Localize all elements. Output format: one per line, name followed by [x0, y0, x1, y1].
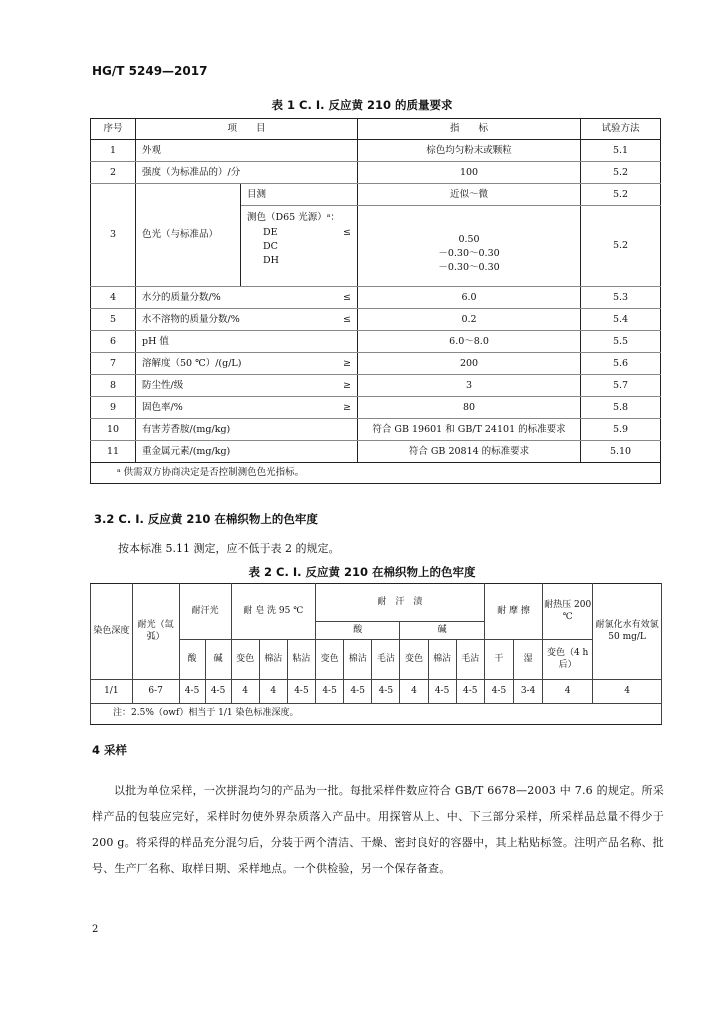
de-symbol: ≤: [343, 226, 352, 238]
header-method: 试验方法: [581, 119, 661, 140]
row-no: 2: [91, 162, 136, 184]
row-value: 80: [358, 397, 581, 419]
visual-method: 5.2: [581, 184, 661, 206]
row-item-text: 水不溶物的质量分数/%: [142, 313, 240, 325]
visual-value: 近似～微: [358, 184, 581, 206]
row-method: 5.10: [581, 441, 661, 463]
sub-acid-wool: 毛沾: [372, 640, 400, 680]
sub-acid: 酸: [179, 640, 205, 680]
table2-header-row-1: [91, 584, 662, 622]
row-no: 11: [91, 441, 136, 463]
page-number: 2: [92, 924, 99, 935]
h-perspiration-light: 耐汗光: [179, 584, 231, 640]
row-method: 5.7: [581, 375, 661, 397]
table2-note-row: [91, 704, 662, 725]
sub-rub-wet: 湿: [514, 640, 543, 680]
row-item: 色光（与标准品）: [136, 184, 241, 287]
row-method: 5.5: [581, 331, 661, 353]
sub-alk-cotton: 棉沾: [428, 640, 456, 680]
v-soap-cotton: 4: [259, 680, 287, 704]
table-row: [91, 419, 661, 441]
v-soap-silk: 4-5: [287, 680, 315, 704]
row-symbol: ≥: [343, 401, 352, 413]
row-item: 强度（为标准品的）/分: [136, 162, 358, 184]
dh-label: DH: [263, 254, 279, 266]
row-value: 符合 GB 19601 和 GB/T 24101 的标准要求: [358, 419, 581, 441]
row-symbol: ≥: [343, 357, 352, 369]
row-method: 5.6: [581, 353, 661, 375]
v-chlorine: 4: [593, 680, 662, 704]
row-item: [136, 353, 358, 375]
table-row: [91, 375, 661, 397]
row-method: 5.1: [581, 140, 661, 162]
dh-value: －0.30～0.30: [438, 262, 500, 273]
table2-note: 注：2.5%（owf）相当于 1/1 染色标准深度。: [91, 704, 662, 725]
v-pl-alkali: 4-5: [205, 680, 231, 704]
de-value: 0.50: [458, 234, 480, 245]
row-item: pH 值: [136, 331, 358, 353]
sub-acid-cotton: 棉沾: [344, 640, 372, 680]
standard-code: HG/T 5249—2017: [92, 64, 208, 78]
table1-footnote-row: [91, 463, 661, 484]
table1-caption: 表 1 C. I. 反应黄 210 的质量要求: [271, 98, 453, 112]
h-light: 耐光（氙弧）: [132, 584, 179, 680]
row-symbol: ≤: [343, 313, 352, 325]
row-item: 外观: [136, 140, 358, 162]
dc-label: DC: [263, 240, 278, 252]
row-item-text: 防尘性/级: [142, 379, 184, 391]
table-row: [91, 441, 661, 463]
sub-alkali: 碱: [205, 640, 231, 680]
table-row-color-visual: [91, 184, 661, 206]
sub-acid-change: 变色: [316, 640, 344, 680]
row-item: [136, 397, 358, 419]
h-acid: 酸: [316, 622, 400, 640]
row-no: 8: [91, 375, 136, 397]
row-method: 5.8: [581, 397, 661, 419]
h-chlorine: 耐氯化水有效氯 50 mg/L: [593, 584, 662, 680]
v-light: 6-7: [132, 680, 179, 704]
table-row: [91, 331, 661, 353]
h-rubbing: 耐 摩 擦: [484, 584, 542, 640]
table-row: [91, 309, 661, 331]
table-row: [91, 680, 662, 704]
v-alk-change: 4: [400, 680, 428, 704]
row-symbol: ≤: [343, 291, 352, 303]
row-no: 10: [91, 419, 136, 441]
row-item-text: 固色率/%: [142, 401, 183, 413]
v-acid-wool: 4-5: [372, 680, 400, 704]
h-hot-press: 耐热压 200 ℃: [543, 584, 593, 640]
header-item: 项 目: [136, 119, 358, 140]
table1-footnote: ᵃ 供需双方协商决定是否控制测色色光指标。: [91, 463, 661, 484]
de-label: DE: [263, 226, 278, 238]
v-acid-change: 4-5: [316, 680, 344, 704]
v-alk-wool: 4-5: [456, 680, 484, 704]
row-no: 6: [91, 331, 136, 353]
row-method: 5.2: [581, 162, 661, 184]
row-no: 4: [91, 287, 136, 309]
row-value: 0.2: [358, 309, 581, 331]
v-hot-press: 4: [543, 680, 593, 704]
table-row: [91, 353, 661, 375]
h-perspiration: 耐 汗 渍: [316, 584, 485, 622]
sub-soap-cotton: 棉沾: [259, 640, 287, 680]
v-depth: 1/1: [91, 680, 133, 704]
v-rub-wet: 3-4: [514, 680, 543, 704]
row-no: 3: [91, 184, 136, 287]
row-item: [136, 309, 358, 331]
quality-requirements-table: [90, 118, 661, 484]
visual-label: 目测: [241, 184, 358, 206]
table-row: [91, 140, 661, 162]
row-value: 3: [358, 375, 581, 397]
dc-value: －0.30～0.30: [438, 248, 500, 259]
v-acid-cotton: 4-5: [344, 680, 372, 704]
measure-method: 5.2: [581, 206, 661, 287]
table-row: [91, 162, 661, 184]
row-no: 7: [91, 353, 136, 375]
measure-cell: [241, 206, 358, 287]
row-value: 100: [358, 162, 581, 184]
row-no: 9: [91, 397, 136, 419]
row-value: 符合 GB 20814 的标准要求: [358, 441, 581, 463]
row-item: 重金属元素/(mg/kg): [136, 441, 358, 463]
row-value: 6.0: [358, 287, 581, 309]
row-item: 有害芳香胺/(mg/kg): [136, 419, 358, 441]
v-alk-cotton: 4-5: [428, 680, 456, 704]
section-3-2-title: 3.2 C. I. 反应黄 210 在棉织物上的色牢度: [94, 512, 318, 526]
section-3-2-paragraph: 按本标准 5.11 测定，应不低于表 2 的规定。: [118, 542, 340, 555]
row-item: [136, 375, 358, 397]
row-no: 5: [91, 309, 136, 331]
table1-header-row: [91, 119, 661, 140]
row-value: 6.0～8.0: [358, 331, 581, 353]
v-rub-dry: 4-5: [484, 680, 513, 704]
sub-alk-wool: 毛沾: [456, 640, 484, 680]
sub-soap-silk: 粘沾: [287, 640, 315, 680]
header-spec: 指 标: [358, 119, 581, 140]
row-value: 200: [358, 353, 581, 375]
section-4-paragraph: 以批为单位采样，一次拼混均匀的产品为一批。每批采样件数应符合 GB/T 6678—2003 中 7.6 的规定。所采样产品的包装应完好，采样时勿使外界杂质落入产品中。用探管从上、中、下三部分采样，所采样品总量不得少于 200 g。将采得的样品充分混匀后，分装于两个清洁、干燥、密封良好的容器中，其上粘贴标签。注明产品名称、批号、生产厂名称、取样日期、采样地点。一个供检验，另一个保存备查。: [92, 784, 664, 875]
section-4-title: 4 采样: [92, 743, 128, 757]
sub-soap-change: 变色: [231, 640, 259, 680]
row-method: 5.3: [581, 287, 661, 309]
v-pl-acid: 4-5: [179, 680, 205, 704]
sub-rub-dry: 干: [484, 640, 513, 680]
sub-alk-change: 变色: [400, 640, 428, 680]
row-value: 棕色均匀粉末或颗粒: [358, 140, 581, 162]
row-item-text: 溶解度（50 ℃）/(g/L): [142, 357, 242, 369]
row-method: 5.4: [581, 309, 661, 331]
h-depth: 染色深度: [91, 584, 133, 680]
header-no: 序号: [91, 119, 136, 140]
table-row: [91, 287, 661, 309]
h-alkali: 碱: [400, 622, 484, 640]
sub-hot-change: 变色（4 h后）: [543, 640, 593, 680]
row-no: 1: [91, 140, 136, 162]
row-item-text: 水分的质量分数/%: [142, 291, 221, 303]
v-soap-change: 4: [231, 680, 259, 704]
row-method: 5.9: [581, 419, 661, 441]
table2-caption: 表 2 C. I. 反应黄 210 在棉织物上的色牢度: [248, 565, 476, 579]
table-row: [91, 397, 661, 419]
h-soap: 耐 皂 洗 95 ℃: [231, 584, 315, 640]
row-symbol: ≥: [343, 379, 352, 391]
row-item: [136, 287, 358, 309]
color-fastness-table: [90, 583, 662, 725]
measure-label: 测色（D65 光源）ᵃ：: [247, 212, 340, 223]
measure-values: [358, 206, 581, 287]
